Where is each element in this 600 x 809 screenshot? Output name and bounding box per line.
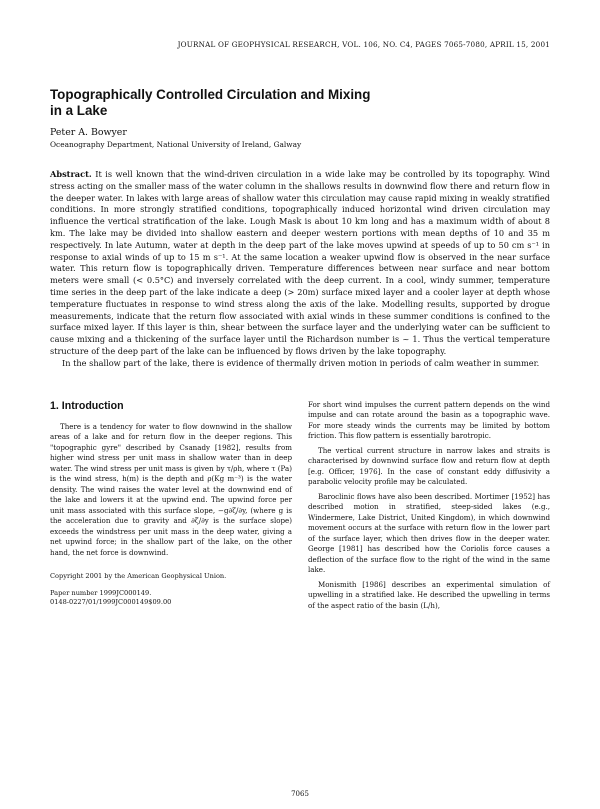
- abstract: [50, 169, 550, 370]
- copyright-footer: [50, 572, 292, 607]
- abstract-paragraph-2: In the shallow part of the lake, there is evidence of thermally driven motion in periods of calm weather in summer.: [62, 357, 540, 368]
- page-number: 7065: [291, 790, 309, 798]
- left-column: [50, 400, 292, 616]
- issn-line: 0148-0227/01/1999JC000149$09.00: [50, 598, 172, 607]
- abstract-label: Abstract.: [50, 169, 92, 179]
- copyright-notice: Copyright 2001 by the American Geophysical Union.: [50, 572, 227, 581]
- paper-number: Paper number 1999JC000149.: [50, 589, 152, 598]
- intro-paragraph: For short wind impulses the current pattern depends on the wind impulse and can rotate around the basin as a topographic wave. For more steady winds the currents may be limited by bottom friction. This flow pattern is essentially barotropic.: [308, 399, 550, 441]
- paper-author: Peter A. Bowyer: [50, 127, 127, 138]
- paper-affiliation: Oceanography Department, National University of Ireland, Galway: [50, 140, 302, 149]
- intro-paragraph: The vertical current structure in narrow lakes and straits is characterised by downwind surface flow and return flow at depth [e.g. Officer, 1976]. In the case of constant eddy diffusivity a parabolic velocity profile may be calculated.: [308, 445, 550, 487]
- paper-title: Topographically Controlled Circulation and Mixing in a Lake: [50, 87, 371, 118]
- intro-paragraph: Baroclinic flows have also been described. Mortimer [1952] has described motion in stratified, steep-sided lakes (e.g., Windermere, Lake District, United Kingdom), in which downwind movement occurs at the surface with return flow in the lower part of the surface layer, which then drives flow in the deeper water. George [1981] has described how the Coriolis force causes a deflection of the surface flow to the right of the wind in the same lake.: [308, 491, 550, 575]
- right-column: [308, 400, 550, 616]
- intro-paragraph: Monismith [1986] describes an experimental simulation of upwelling in a stratified lake. He described the upwelling in terms of the aspect ratio of the basin (L/h),: [308, 579, 550, 610]
- section-heading-introduction: 1. Introduction: [50, 399, 124, 412]
- intro-paragraph: There is a tendency for water to flow downwind in the shallow areas of a lake and for return flow in the deeper regions. This "topographic gyre" described by Csanady [1982], results from higher wind stress per unit mass in shallow water than in deep water. The wind stress per unit mass is given by τ/ρh, where τ (Pa) is the wind stress, h(m) is the depth and ρ(Kg m⁻³) is the water density. The wind raises the water level at the downwind end of the lake and lowers it at the upwind end. The upwind force per unit mass associated with this surface slope, −g∂ζ/∂y, (where g is the acceleration due to gravity and ∂ζ/∂y is the surface slope) exceeds the windstress per unit mass in the deep water, giving a net upwind force; in the shallow part of the lake, on the other hand, the net force is downwind.: [50, 421, 292, 557]
- body-columns: [50, 400, 550, 616]
- abstract-text-1: It is well known that the wind-driven circulation in a wide lake may be controlled by its topography. Wind stress acting on the smaller mass of the water column in the shallows results in downwind flow there and return flow in the deeper water. In lakes with large areas of shallow water this circulation may cause rapid mixing in weakly stratified conditions. In more strongly stratified conditions, topographically induced horizontal wind driven circulation may influence the vertical stratification of the lake. Lough Mask is about 10 km long and has a maximum width of about 8 km. The lake may be divided into shallow eastern and deeper western portions with mean depths of 10 and 35 m respectively. In late Autumn, water at depth in the deep part of the lake moves upwind at speeds of up to 50 cm s⁻¹ in response to axial winds of up to 15 m s⁻¹. At the same location a weaker upwind flow is observed in the near surface water. This return flow is topographically driven. Temperature differences between near surface and near bottom meters were small (< 0.5°C) and inversely correlated with the deep current. In a cool, windy summer, temperature time series in the deep part of the lake indicate a deep (> 20m) surface mixed layer and a cooler layer at depth whose temperature fluctuates in response to wind stress along the axis of the lake. Modelling results, supported by drogue measurements, indicate that the return flow associated with axial winds in these summer conditions is confined to the surface mixed layer. If this layer is thin, shear between the surface layer and the underlying water can be sufficient to cause mixing and a thickening of the surface layer until the Richardson number is ~ 1. Thus the vertical temperature structure of the deep part of the lake can be influenced by flows driven by the lake topography.: [50, 169, 550, 356]
- journal-header: JOURNAL OF GEOPHYSICAL RESEARCH, VOL. 106, NO. C4, PAGES 7065-7080, APRIL 15, 2001: [177, 40, 550, 49]
- abstract-paragraph-1: [50, 169, 550, 358]
